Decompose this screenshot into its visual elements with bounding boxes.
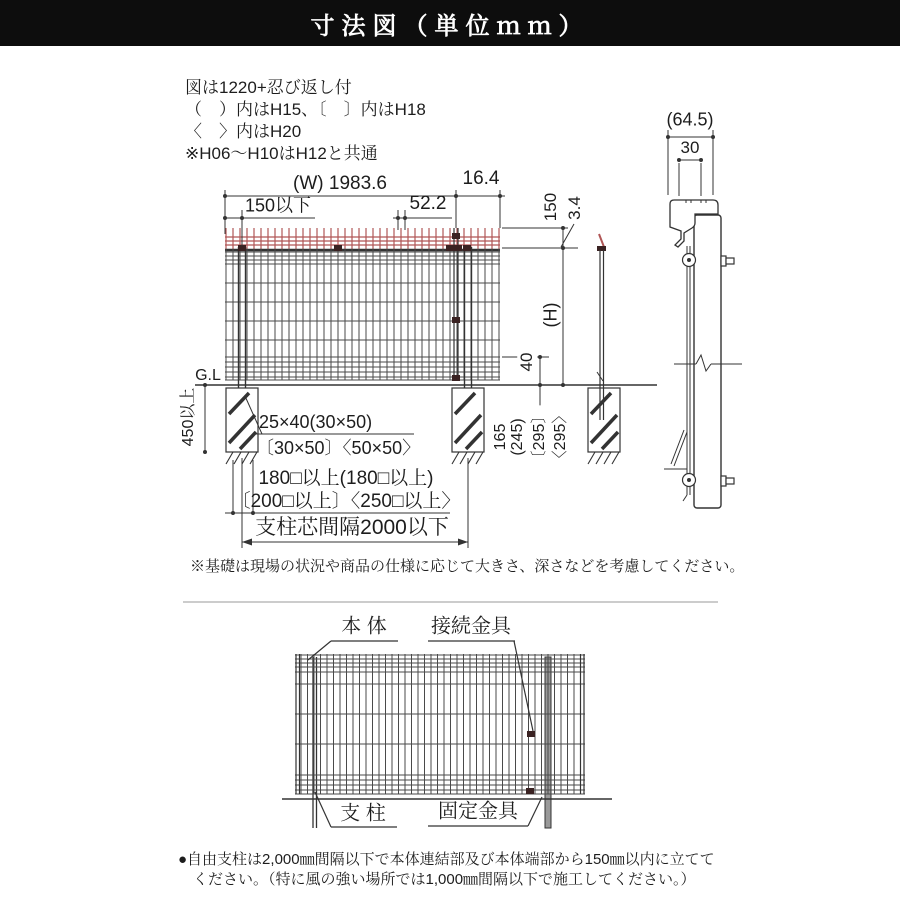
post-size-label-2: 〔30×50〕〈50×50〉: [256, 438, 421, 458]
dim-spike-height-label: 150: [541, 192, 561, 222]
dim-underground-245: (245): [508, 418, 526, 456]
dim-pitch-label: 52.2: [409, 193, 447, 215]
post-size-label-1: 25×40(30×50): [259, 412, 373, 432]
header-note-line4: ※H06〜H10はH12と共通: [185, 144, 378, 163]
foundation-size-label-1: 180□以上(180□以上): [258, 468, 434, 490]
post-spacing-label: 支柱芯間隔2000以下: [255, 515, 449, 539]
header-note-line2: （ ）内はH15、〔 〕内はH18: [185, 100, 426, 119]
dim-underground-165: 165: [491, 423, 509, 451]
note-foundation: ※基礎は現場の状況や商品の仕様に応じて大きさ、深さなどを考慮してください。: [190, 558, 745, 575]
dim-offset-label: 16.4: [462, 168, 500, 190]
dim-wire-label: 3.4: [565, 196, 585, 220]
gl-label: G.L: [195, 366, 221, 384]
dim-bottom-gap-label: 40: [517, 352, 537, 372]
dim-height-label: (H): [540, 302, 561, 328]
side-view-post: [664, 130, 742, 508]
dim-underground-295b: 〈295〉: [551, 407, 569, 467]
dim-embed-label: 450以上: [179, 387, 197, 447]
dim-post-inset-label: 150以下: [244, 195, 312, 216]
page-title: 寸法図（単位ｍｍ）: [0, 0, 900, 46]
cap-inner-label: 30: [680, 138, 700, 158]
note-free-post-line1: ●自由支柱は2,000㎜間隔以下で本体連結部及び本体端部から150㎜以内に立てて: [178, 851, 715, 868]
label-connector-bracket: 接続金具: [431, 615, 511, 638]
note-free-post-line2: ください。（特に風の強い場所では1,000㎜間隔以下で施工してください。）: [193, 871, 696, 888]
header-note-line1: 図は1220+忍び返し付: [185, 78, 352, 97]
cap-width-label: (64.5): [666, 109, 714, 130]
header-note-line3: 〈 〉内はH20: [185, 122, 302, 141]
dim-width-label: (W) 1983.6: [293, 173, 387, 195]
label-panel-body: 本 体: [341, 615, 387, 638]
foundation-size-label-2: 〔200□以上〕〈250□以上〉: [231, 491, 461, 513]
label-fixing-bracket: 固定金具: [438, 800, 518, 823]
label-post: 支 柱: [340, 802, 386, 825]
dim-underground-295a: 〔295〕: [530, 407, 548, 467]
